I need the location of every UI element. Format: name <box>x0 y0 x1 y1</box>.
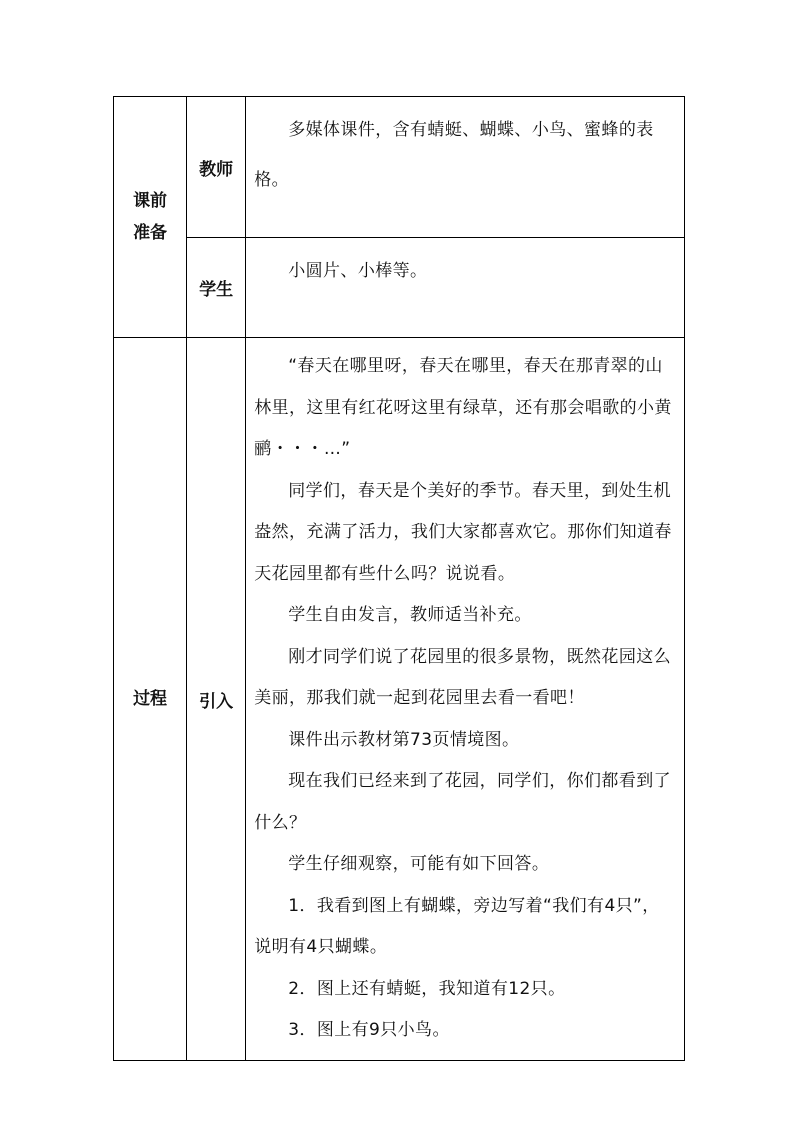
process-paragraph: “春天在哪里呀，春天在哪里，春天在那青翠的山林里，这里有红花呀这里有绿草，还有那会唱歌的小黄鹂・・・…” <box>254 356 672 459</box>
process-content-cell <box>246 338 685 1061</box>
student-content-cell <box>246 238 685 338</box>
process-category-cell <box>114 338 187 1061</box>
prep-student-row <box>114 238 685 338</box>
process-row <box>114 338 685 1061</box>
student-label: 学生 <box>199 280 234 300</box>
process-paragraph: 学生自由发言，教师适当补充。 <box>288 605 532 625</box>
prep-teacher-row <box>114 97 685 238</box>
lesson-plan-table <box>113 96 685 1061</box>
teacher-materials-text: 多媒体课件，含有蜻蜓、蝴蝶、小鸟、蜜蜂的表格。 <box>254 120 654 190</box>
process-paragraph: 现在我们已经来到了花园，同学们，你们都看到了什么？ <box>254 771 672 833</box>
process-paragraph: 学生仔细观察，可能有如下回答。 <box>288 854 550 874</box>
student-materials-text: 小圆片、小棒等。 <box>288 261 428 281</box>
process-paragraph: 刚才同学们说了花园里的很多景物，既然花园这么美丽，那我们就一起到花园里去看一看吧！ <box>254 646 672 708</box>
process-paragraph: 2．图上还有蜻蜓，我知道有12只。 <box>288 978 566 999</box>
teacher-label-cell <box>187 97 246 238</box>
process-paragraph: 同学们，春天是个美好的季节。春天里，到处生机盎然，充满了活力，我们大家都喜欢它。那你们知道春天花园里都有些什么吗？说说看。 <box>254 480 672 584</box>
process-paragraph: 3．图上有9只小鸟。 <box>288 1020 450 1040</box>
stage-label-cell <box>187 338 246 1061</box>
teacher-content-cell <box>246 97 685 238</box>
process-paragraph: 课件出示教材第73页情境图。 <box>288 729 520 750</box>
teacher-label: 教师 <box>199 159 234 180</box>
prep-category-line-1: 课前 <box>133 191 168 211</box>
student-label-cell <box>187 238 246 338</box>
prep-category-cell <box>114 97 187 338</box>
prep-category-line-2: 准备 <box>133 223 168 243</box>
process-category-label: 过程 <box>133 689 168 709</box>
stage-label: 引入 <box>199 691 234 712</box>
process-paragraph: 1．我看到图上有蝴蝶，旁边写着“我们有4只”，说明有4只蝴蝶。 <box>254 895 660 957</box>
